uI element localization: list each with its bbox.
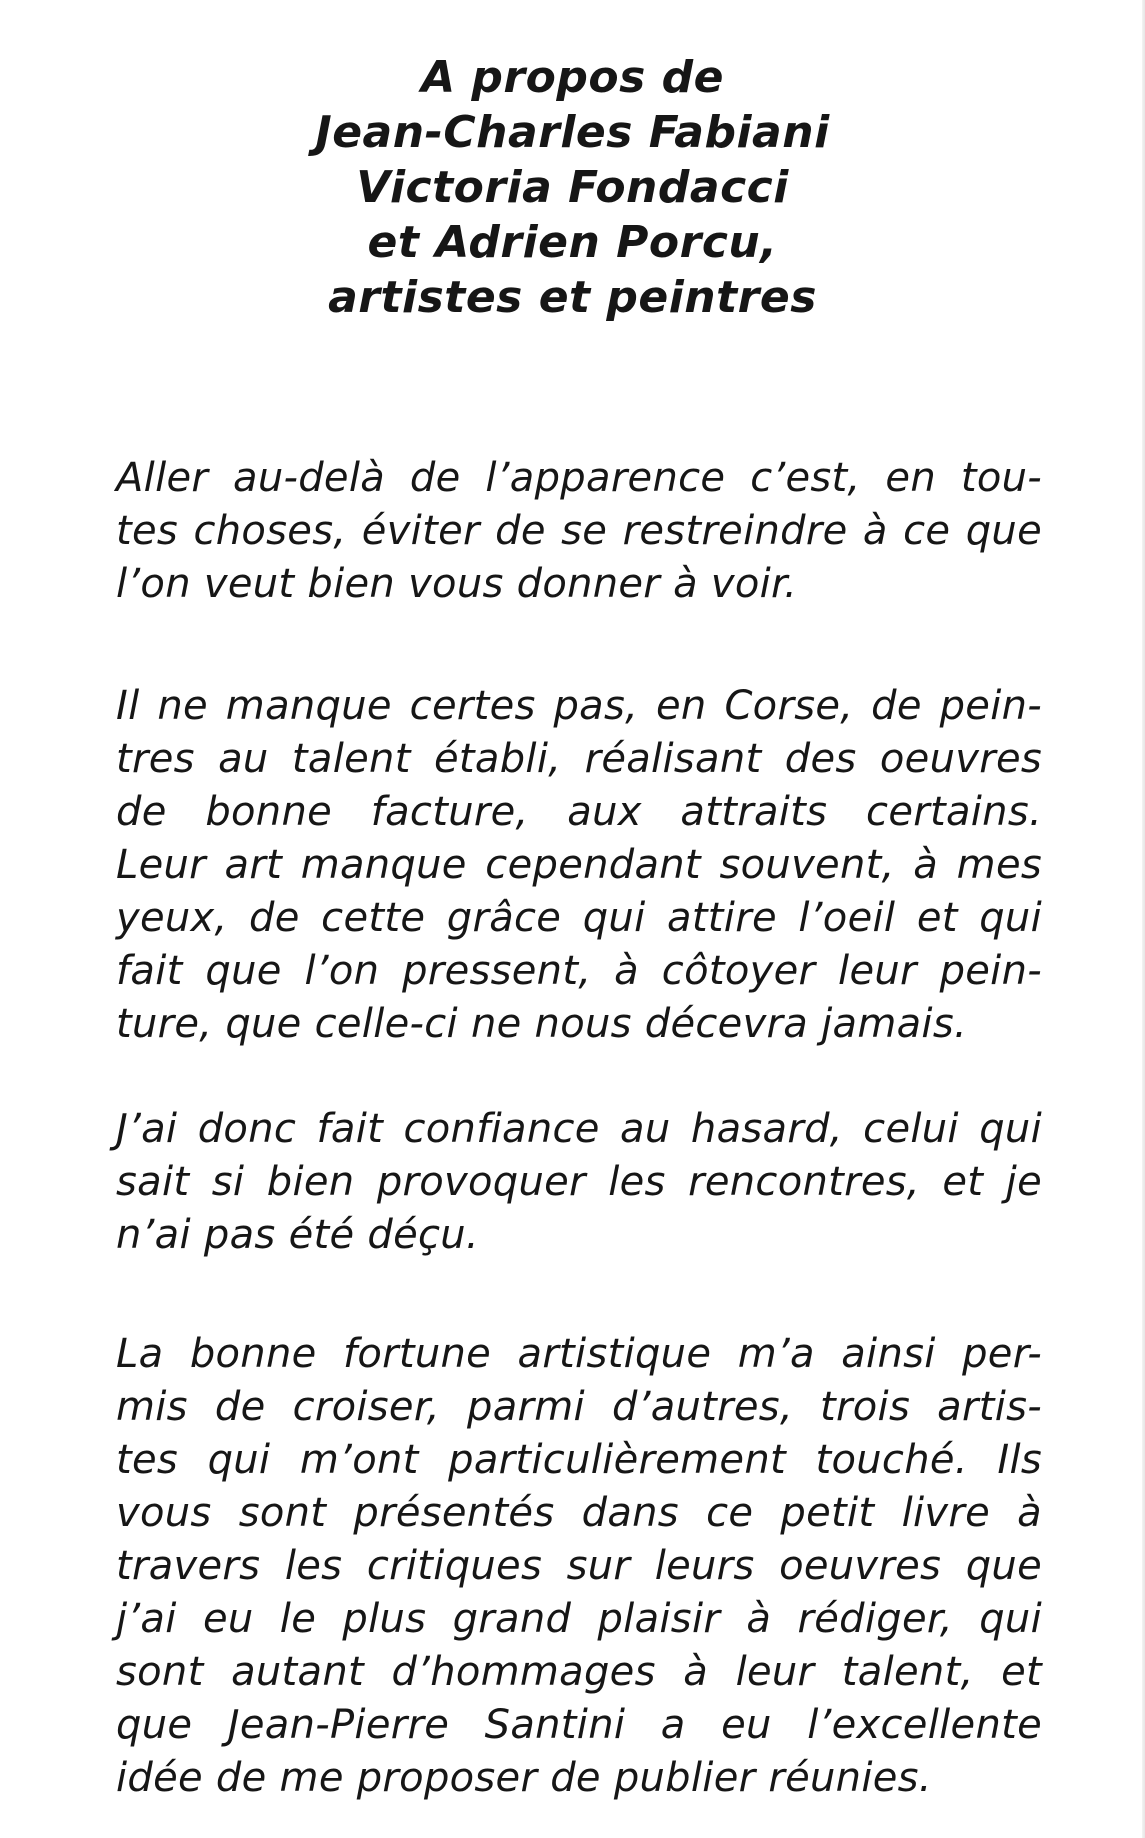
text-line: yeux, de cette grâce qui attire l’oeil et qui — [116, 895, 1042, 941]
title-line: Jean-Charles Fabiani — [315, 107, 830, 158]
text-line: que Jean-Pierre Santini a eu l’excellente — [116, 1702, 1042, 1748]
text-line: Il ne manque certes pas, en Corse, de pein- — [116, 683, 1042, 729]
paragraph-2 — [116, 680, 1042, 1051]
page-title — [0, 50, 1145, 325]
text-line: n’ai pas été déçu. — [116, 1212, 479, 1258]
paragraph-1 — [116, 452, 1042, 611]
text-line: La bonne fortune artistique m’a ainsi per- — [116, 1331, 1042, 1377]
text-line: de bonne facture, aux attraits certains. — [116, 789, 1042, 835]
paragraph-4 — [116, 1328, 1042, 1805]
text-line: j’ai eu le plus grand plaisir à rédiger, qui — [116, 1596, 1042, 1642]
title-line: Victoria Fondacci — [356, 162, 789, 213]
text-line: ture, que celle-ci ne nous décevra jamais. — [116, 1001, 967, 1047]
title-line: artistes et peintres — [328, 272, 817, 323]
text-line: idée de me proposer de publier réunies. — [116, 1755, 932, 1801]
text-line: tes qui m’ont particulièrement touché. Ils — [116, 1437, 1042, 1483]
text-line: J’ai donc fait confiance au hasard, celui qui — [116, 1106, 1042, 1152]
paragraph-3 — [116, 1103, 1042, 1262]
text-line: fait que l’on pressent, à côtoyer leur pein- — [116, 948, 1042, 994]
text-line: travers les critiques sur leurs oeuvres que — [116, 1543, 1042, 1589]
text-line: sait si bien provoquer les rencontres, et je — [116, 1159, 1042, 1205]
text-line: tes choses, éviter de se restreindre à ce que — [116, 508, 1042, 554]
title-line: A propos de — [421, 52, 724, 103]
text-line: tres au talent établi, réalisant des oeuvres — [116, 736, 1042, 782]
text-line: l’on veut bien vous donner à voir. — [116, 561, 798, 607]
text-line: Leur art manque cependant souvent, à mes — [116, 842, 1042, 888]
title-line: et Adrien Porcu, — [367, 217, 778, 268]
text-line: sont autant d’hommages à leur talent, et — [116, 1649, 1042, 1695]
text-line: mis de croiser, parmi d’autres, trois artis- — [116, 1384, 1042, 1430]
text-line: vous sont présentés dans ce petit livre à — [116, 1490, 1042, 1536]
text-line: Aller au-delà de l’apparence c’est, en tou- — [116, 455, 1042, 501]
